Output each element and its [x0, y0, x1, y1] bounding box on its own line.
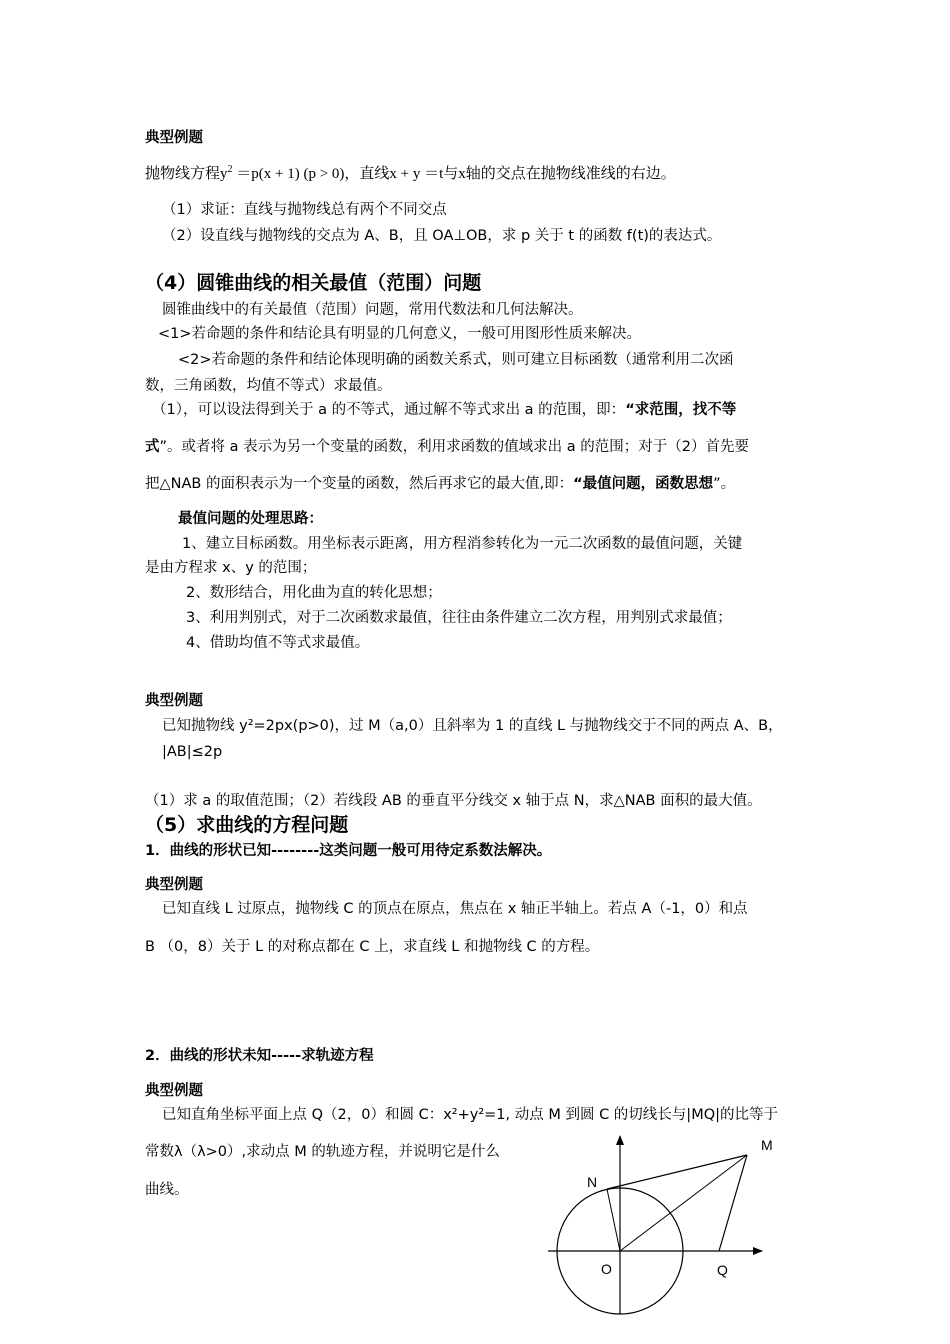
- segment-om: [620, 1155, 747, 1251]
- subsection-2: 2．曲线的形状未知-----求轨迹方程: [145, 1048, 374, 1064]
- idea-3: 3、利用判别式，对于二次函数求最值，往往由条件建立二次方程，用判别式求最值；: [186, 610, 732, 626]
- text-span: ”。或者将 a 表示为另一个变量的函数，利用求函数的值域求出 a 的范围；对于（2）首先要: [159, 439, 749, 455]
- ideas-title: 最值问题的处理思路：: [178, 511, 323, 527]
- label-n: N: [587, 1174, 598, 1190]
- paragraph: 圆锥曲线中的有关最值（范围）问题，常用代数法和几何法解决。: [162, 302, 583, 318]
- text-span: （1），可以设法得到关于 a 的不等式，通过解不等式求出 a 的范围，即：: [152, 402, 626, 418]
- paragraph: [145, 439, 749, 456]
- label-m: M: [761, 1137, 773, 1153]
- emphasis: “求范围，找不等: [625, 402, 737, 418]
- problem-line: B （0，8）关于 L 的对称点都在 C 上，求直线 L 和抛物线 C 的方程。: [145, 939, 600, 955]
- formula-part-a: 抛物线方程y: [145, 166, 228, 182]
- geometry-figure: [540, 1128, 780, 1328]
- paragraph: [152, 402, 736, 419]
- label-o: O: [601, 1261, 612, 1277]
- idea-1-cont: 是由方程求 x、y 的范围；: [145, 560, 317, 576]
- formula-part-b: ＝p(x + 1) (p > 0)，直线x + y ＝t与x轴的交点在抛物线准线的右边。: [232, 166, 676, 182]
- subsection-1: 1．曲线的形状已知--------这类问题一般可用待定系数法解决。: [145, 843, 552, 859]
- problem-line: |AB|≤2p: [162, 744, 223, 760]
- problem-line: 常数λ（λ>0）,求动点 M 的轨迹方程，并说明它是什么: [145, 1144, 500, 1160]
- problem-line: 已知抛物线 y²=2px(p>0)，过 M（a,0）且斜率为 1 的直线 L 与抛物线交于不同的两点 A、B，: [162, 718, 783, 734]
- idea-2: 2、数形结合，用化曲为直的转化思想；: [186, 585, 442, 601]
- example-title: 典型例题: [145, 693, 203, 709]
- section-heading-4: （4）圆锥曲线的相关最值（范围）问题: [145, 272, 482, 294]
- example-title: 典型例题: [145, 1083, 203, 1099]
- emphasis: “最值问题，函数思想: [573, 476, 714, 492]
- question-1: （1）求证：直线与抛物线总有两个不同交点: [162, 202, 447, 218]
- radius-on: [607, 1189, 620, 1251]
- example-title: 典型例题: [145, 130, 203, 146]
- problem-line: 已知直线 L 过原点，抛物线 C 的顶点在原点，焦点在 x 轴正半轴上。若点 A（-1，0）和点: [162, 901, 748, 917]
- text-span: ”。: [713, 476, 736, 492]
- text-span: 把△NAB 的面积表示为一个变量的函数，然后再求它的最大值,即：: [145, 476, 574, 492]
- paragraph: [145, 476, 735, 493]
- idea-1: 1、建立目标函数。用坐标表示距离，用方程消参转化为一元二次函数的最值问题，关键: [182, 536, 743, 552]
- tangent-nm: [607, 1155, 747, 1189]
- paragraph: 数，三角函数，均值不等式）求最值。: [145, 378, 392, 394]
- label-q: Q: [717, 1262, 728, 1278]
- example-title: 典型例题: [145, 877, 203, 893]
- section-heading-5: （5）求曲线的方程问题: [145, 814, 349, 836]
- paragraph: <1>若命题的条件和结论具有明显的几何意义，一般可用图形性质来解决。: [158, 326, 642, 342]
- problem-line: 已知直角坐标平面上点 Q（2，0）和圆 C：x²+y²=1, 动点 M 到圆 C 的切线长与|MQ|的比等于: [162, 1107, 778, 1123]
- problem-line: 曲线。: [145, 1182, 189, 1198]
- emphasis: 式: [145, 439, 160, 455]
- paragraph: <2>若命题的条件和结论体现明确的函数关系式，则可建立目标函数（通常利用二次函: [178, 352, 734, 368]
- problem-line: （1）求 a 的取值范围；（2）若线段 AB 的垂直平分线交 x 轴于点 N，求△NAB 面积的最大值。: [145, 793, 762, 809]
- segment-mq: [719, 1155, 747, 1251]
- parabola-formula: [145, 164, 676, 183]
- formula-superscript: 2: [227, 164, 233, 175]
- question-2: （2）设直线与抛物线的交点为 A、B，且 OA⊥OB，求 p 关于 t 的函数 f(t)的表达式。: [162, 228, 722, 244]
- idea-4: 4、借助均值不等式求最值。: [186, 635, 370, 651]
